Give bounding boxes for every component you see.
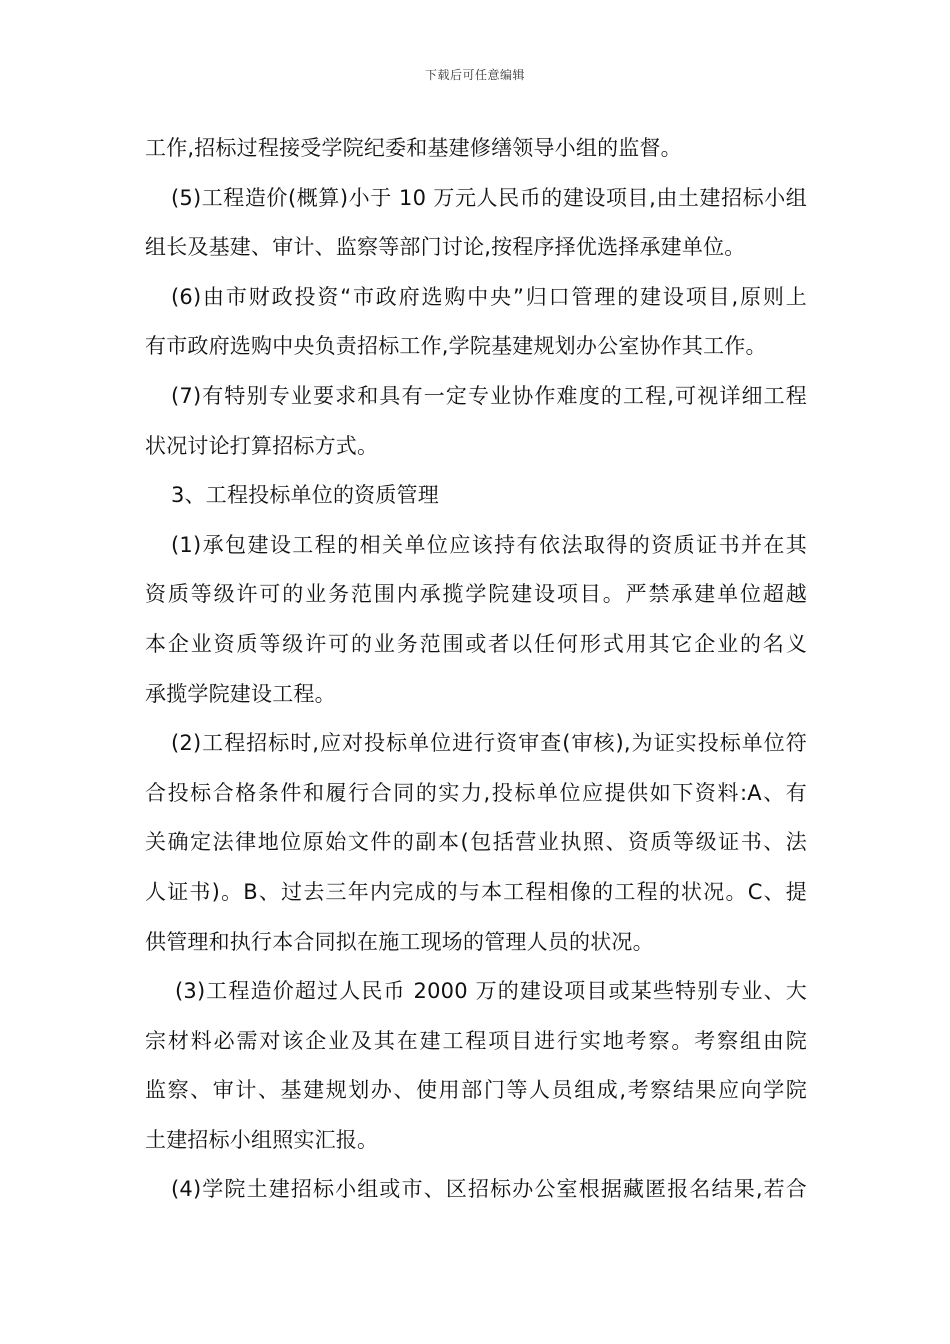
document-body xyxy=(145,124,807,1215)
text-line: 宗材料必需对该企业及其在建工程项目进行实地考察。考察组由院 xyxy=(145,1028,807,1053)
text-line: 人证书)。B、过去三年内完成的与本工程相像的工程的状况。C、提 xyxy=(145,879,807,904)
text-line: (1)承包建设工程的相关单位应该持有依法取得的资质证书并在其 xyxy=(171,532,807,557)
text-line: 状况讨论打算招标方式。 xyxy=(145,433,379,458)
text-line: (7)有特别专业要求和具有一定专业协作难度的工程,可视详细工程 xyxy=(171,383,807,408)
text-line: 有市政府选购中央负责招标工作,学院基建规划办公室协作其工作。 xyxy=(145,334,767,359)
page-header-note: 下载后可任意编辑 xyxy=(424,68,525,82)
text-line: 工作,招标过程接受学院纪委和基建修缮领导小组的监督。 xyxy=(145,136,682,160)
text-line: 3、工程投标单位的资质管理 xyxy=(171,483,439,508)
text-line: 合投标合格条件和履行合同的实力,投标单位应提供如下资料:A、有 xyxy=(145,780,807,805)
text-line: 承揽学院建设工程。 xyxy=(145,681,336,706)
text-line: 关确定法律地位原始文件的副本(包括营业执照、资质等级证书、法 xyxy=(145,830,807,855)
text-line: 供管理和执行本合同拟在施工现场的管理人员的状况。 xyxy=(145,929,654,954)
text-line: (2)工程招标时,应对投标单位进行资审查(审核),为证实投标单位符 xyxy=(171,731,807,756)
text-line: 土建招标小组照实汇报。 xyxy=(145,1127,379,1152)
text-line: 资质等级许可的业务范围内承揽学院建设项目。严禁承建单位超越 xyxy=(145,582,807,607)
text-line: 组长及基建、审计、监察等部门讨论,按程序择优选择承建单位。 xyxy=(145,235,746,260)
text-line: 监察、审计、基建规划办、使用部门等人员组成,考察结果应向学院 xyxy=(145,1078,807,1103)
text-line: 本企业资质等级许可的业务范围或者以任何形式用其它企业的名义 xyxy=(145,631,807,656)
text-line: (5)工程造价(概算)小于 10 万元人民币的建设项目,由土建招标小组 xyxy=(171,185,807,210)
text-line: (4)学院土建招标小组或市、区招标办公室根据藏匿报名结果,若合 xyxy=(171,1177,807,1202)
text-line: (3)工程造价超过人民币 2000 万的建设项目或某些特别专业、大 xyxy=(175,979,807,1004)
text-line: (6)由市财政投资“市政府选购中央”归口管理的建设项目,原则上 xyxy=(171,284,807,309)
